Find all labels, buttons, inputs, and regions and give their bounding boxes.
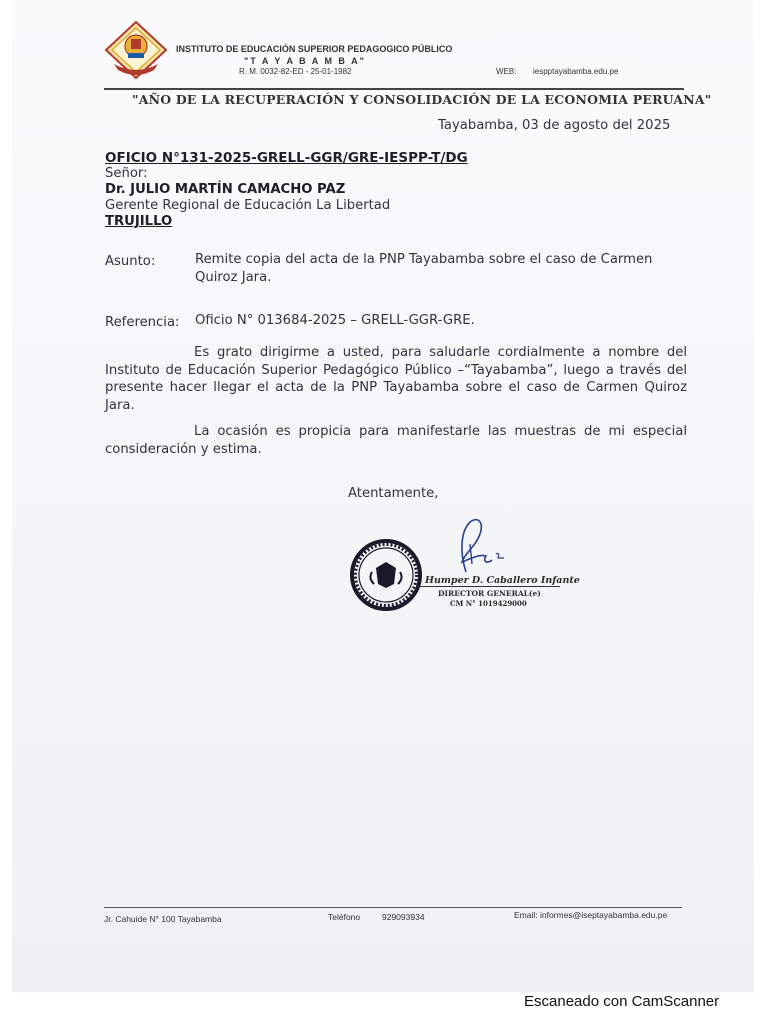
letter-reference-code: OFICIO N°131-2025-GRELL-GGR/GRE-IESPP-T/DG xyxy=(105,150,468,166)
subject-label: Asunto: xyxy=(105,254,156,269)
subject-text: Remite copia del acta de la PNP Tayabamba sobre el caso de Carmen Quiroz Jara. xyxy=(195,252,653,285)
body-paragraph-2: La ocasión es propicia para manifestarle las muestras de mi especial consideración y estima. xyxy=(105,424,687,457)
institution-resolution: R. M. 0032-82-ED - 25-01-1982 xyxy=(239,67,352,76)
footer-address: Jr. Cahuide N° 100 Tayabamba xyxy=(104,914,222,924)
letter-closing: Atentamente, xyxy=(348,486,439,501)
footer-divider xyxy=(104,907,682,908)
institution-logo-icon xyxy=(104,20,168,82)
year-motto: "AÑO DE LA RECUPERACIÓN Y CONSOLIDACIÓN DE LA ECONOMIA PERUANA" xyxy=(132,92,712,107)
recipient-city: TRUJILLO xyxy=(105,214,173,229)
official-seal-icon xyxy=(348,538,426,612)
reference-label: Referencia: xyxy=(105,315,180,330)
footer-email: Email: informes@iseptayabamba.edu.pe xyxy=(514,910,668,920)
signature-line xyxy=(418,586,560,587)
header-divider xyxy=(104,88,684,90)
document-page xyxy=(12,0,754,992)
signatory-name: Humper D. Caballero Infante xyxy=(425,575,580,586)
page-margin xyxy=(754,0,768,992)
signatory-cm: CM N° 1019429000 xyxy=(450,599,527,608)
recipient-title: Gerente Regional de Educación La Libertad xyxy=(105,198,391,213)
handwritten-signature-icon xyxy=(452,514,512,578)
institution-city: "T A Y A B A M B A" xyxy=(244,56,366,66)
body-paragraph-1: Es grato dirigirme a usted, para saludarle cordialmente a nombre del Instituto de Educación Superior Pedagógico Público –“Tayabamba”, luego a través del presente hacer llegar el acta de la PNP Tayabamba sobre el caso de Carmen Quiroz Jara. xyxy=(105,345,687,413)
recipient-name: Dr. JULIO MARTÍN CAMACHO PAZ xyxy=(105,182,346,197)
signatory-title: DIRECTOR GENERAL(e) xyxy=(438,589,541,598)
reference-text: Oficio N° 013684-2025 – GRELL-GGR-GRE. xyxy=(195,313,475,328)
web-url: iespptayabamba.edu.pe xyxy=(533,67,619,76)
footer-phone: 929093934 xyxy=(382,912,425,922)
letter-salutation: Señor: xyxy=(105,166,148,181)
letter-date: Tayabamba, 03 de agosto del 2025 xyxy=(438,118,671,133)
institution-name: INSTITUTO DE EDUCACIÓN SUPERIOR PEDAGOGICO PÚBLICO xyxy=(176,44,453,54)
footer-phone-label: Teléfono xyxy=(328,912,361,922)
scanner-watermark: Escaneado con CamScanner xyxy=(524,993,720,1010)
web-label: WEB: xyxy=(496,67,517,76)
